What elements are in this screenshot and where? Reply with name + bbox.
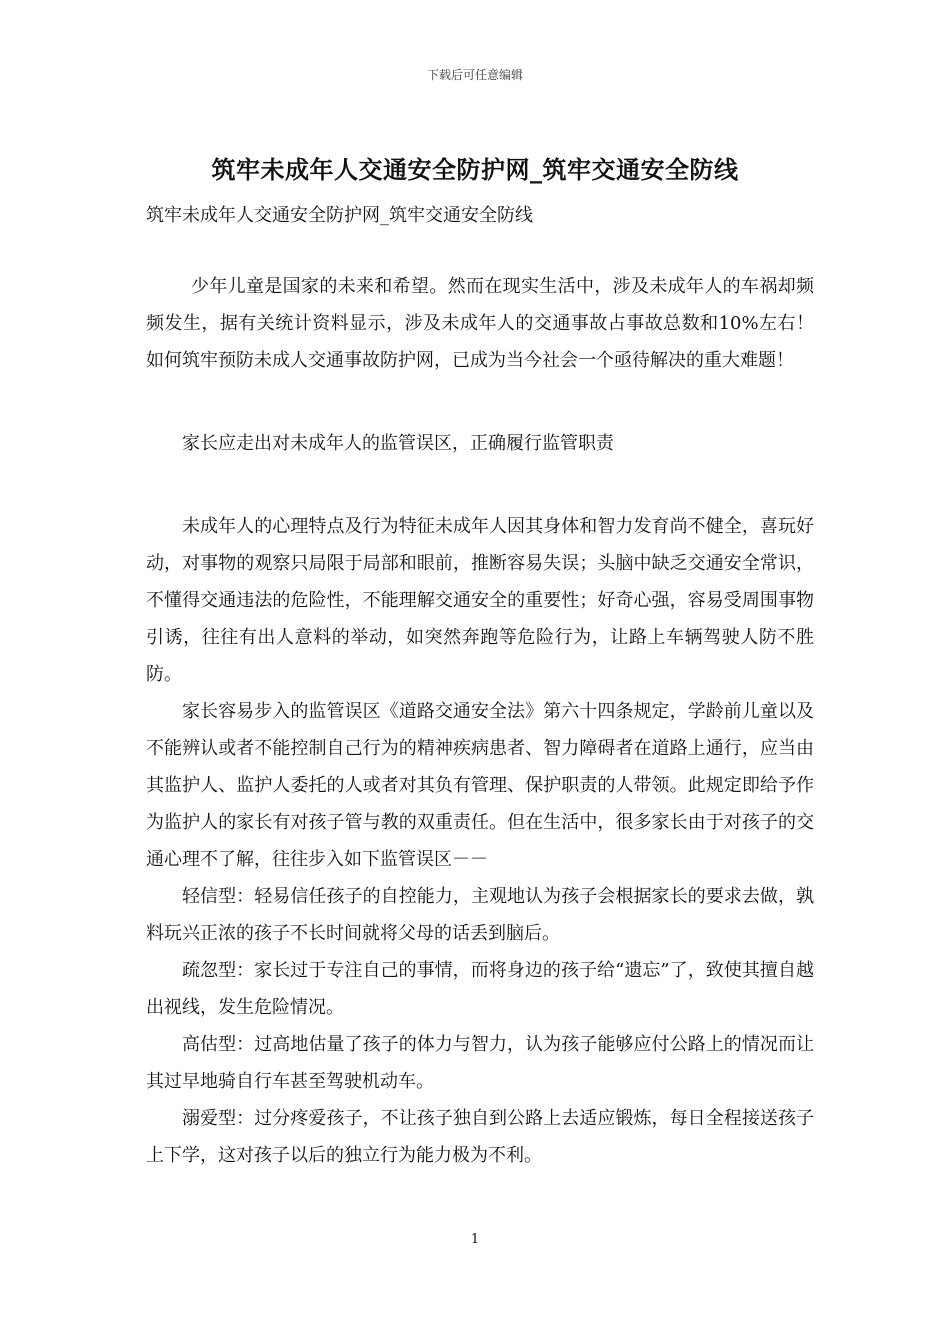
paragraph-misconceptions: 家长容易步入的监管误区《道路交通安全法》第六十四条规定，学龄前儿童以及不能辨认或者不能控制自己行为的精神疾病患者、智力障碍者在道路上通行，应当由其监护人、监护人委托的人或者对其负有管理、保护职责的人带领。此规定即给予作为监护人的家长有对孩子管与教的双重责任。但在生活中，很多家长由于对孩子的交通心理不了解，往往步入如下监管误区－－ [146, 701, 814, 870]
paragraph-negligent-type: 疏忽型：家长过于专注自己的事情，而将身边的孩子给“遗忘”了，致使其擅自越出视线，发生危险情况。 [146, 960, 814, 1018]
header-note: 下载后可任意编辑 [426, 68, 523, 82]
page-number: 1 [470, 1232, 480, 1247]
document-subtitle: 筑牢未成年人交通安全防护网_筑牢交通安全防线 [146, 205, 533, 226]
spacer [146, 379, 814, 425]
paragraph-trusting-type: 轻信型：轻易信任孩子的自控能力，主观地认为孩子会根据家长的要求去做，孰料玩兴正浓的孩子不长时间就将父母的话丢到脑后。 [146, 886, 814, 944]
document-body [146, 268, 814, 1174]
paragraph-overestimating-type: 高估型：过高地估量了孩子的体力与智力，认为孩子能够应付公路上的情况而让其过早地骑自行车甚至驾驶机动车。 [146, 1034, 814, 1092]
paragraph-intro: 少年儿童是国家的未来和希望。然而在现实生活中，涉及未成年人的车祸却频频发生，据有关统计资料显示，涉及未成年人的交通事故占事故总数和10%左右！如何筑牢预防未成人交通事故防护网，已成为当今社会一个亟待解决的重大难题！ [146, 276, 814, 371]
document-title: 筑牢未成年人交通安全防护网_筑牢交通安全防线 [211, 155, 739, 184]
paragraph-psychology: 未成年人的心理特点及行为特征未成年人因其身体和智力发育尚不健全，喜玩好动，对事物的观察只局限于局部和眼前，推断容易失误；头脑中缺乏交通安全常识，不懂得交通违法的危险性，不能理解交通安全的重要性；好奇心强，容易受周围事物引诱，往往有出人意料的举动，如突然奔跑等危险行为，让路上车辆驾驶人防不胜防。 [146, 516, 814, 685]
paragraph-doting-type: 溺爱型：过分疼爱孩子，不让孩子独自到公路上去适应锻炼，每日全程接送孩子上下学，这对孩子以后的独立行为能力极为不利。 [146, 1108, 814, 1166]
section-heading: 家长应走出对未成年人的监管误区，正确履行监管职责 [182, 433, 614, 454]
spacer [146, 462, 814, 508]
